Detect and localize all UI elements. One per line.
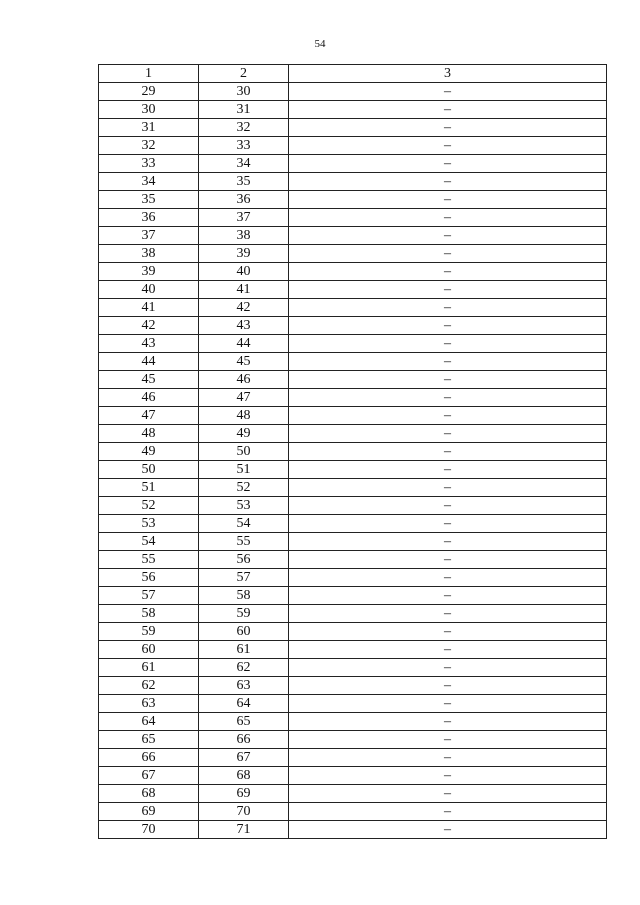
table-cell-col-2: 35 [199,173,289,191]
table-cell-col-2: 42 [199,299,289,317]
table-cell-col-1: 54 [99,533,199,551]
table-row [99,83,607,101]
table-cell-col-2: 63 [199,677,289,695]
table-row [99,101,607,119]
table-cell-col-2: 67 [199,749,289,767]
table-cell-col-3: – [289,641,607,659]
table-cell-col-1: 63 [99,695,199,713]
table-row [99,713,607,731]
table-row [99,389,607,407]
table-cell-col-1: 69 [99,803,199,821]
table-cell-col-1: 35 [99,191,199,209]
table-row [99,641,607,659]
table-cell-col-1: 47 [99,407,199,425]
table-cell-col-2: 45 [199,353,289,371]
table-cell-col-1: 36 [99,209,199,227]
table-cell-col-3: – [289,821,607,839]
table-row [99,623,607,641]
table-cell-col-2: 43 [199,317,289,335]
table-cell-col-2: 30 [199,83,289,101]
table-cell-col-3: – [289,443,607,461]
table-row [99,227,607,245]
table-cell-col-1: 46 [99,389,199,407]
table-cell-col-3: – [289,155,607,173]
table-cell-col-3: – [289,677,607,695]
table-cell-col-2: 54 [199,515,289,533]
table-cell-col-2: 34 [199,155,289,173]
table-cell-col-3: – [289,479,607,497]
table-row [99,353,607,371]
table-row [99,137,607,155]
table-row [99,767,607,785]
table-cell-col-3: – [289,137,607,155]
table-row [99,479,607,497]
column-header-1: 1 [99,65,199,83]
table-row [99,677,607,695]
table-cell-col-1: 52 [99,497,199,515]
table-cell-col-1: 53 [99,515,199,533]
table-cell-col-1: 29 [99,83,199,101]
table-row [99,281,607,299]
table-cell-col-3: – [289,713,607,731]
table-row [99,191,607,209]
table-cell-col-3: – [289,317,607,335]
table-cell-col-2: 50 [199,443,289,461]
column-header-2: 2 [199,65,289,83]
table-cell-col-3: – [289,209,607,227]
table-cell-col-1: 70 [99,821,199,839]
table-cell-col-2: 31 [199,101,289,119]
table-cell-col-2: 61 [199,641,289,659]
table-cell-col-2: 51 [199,461,289,479]
table-cell-col-3: – [289,227,607,245]
table-cell-col-3: – [289,695,607,713]
table-row [99,317,607,335]
table-cell-col-1: 42 [99,317,199,335]
table-cell-col-1: 65 [99,731,199,749]
table-cell-col-3: – [289,515,607,533]
table-cell-col-3: – [289,173,607,191]
table-row [99,731,607,749]
table-cell-col-1: 32 [99,137,199,155]
table-cell-col-3: – [289,605,607,623]
table-cell-col-1: 34 [99,173,199,191]
table-cell-col-3: – [289,659,607,677]
table-cell-col-3: – [289,425,607,443]
table-cell-col-2: 48 [199,407,289,425]
table-cell-col-2: 44 [199,335,289,353]
table-cell-col-3: – [289,623,607,641]
table-cell-col-3: – [289,371,607,389]
table-row [99,173,607,191]
table-cell-col-3: – [289,731,607,749]
table-cell-col-1: 40 [99,281,199,299]
table-cell-col-1: 57 [99,587,199,605]
table-cell-col-2: 38 [199,227,289,245]
table-row [99,785,607,803]
table-cell-col-2: 32 [199,119,289,137]
table-cell-col-2: 33 [199,137,289,155]
table-cell-col-2: 55 [199,533,289,551]
table-cell-col-1: 66 [99,749,199,767]
table-cell-col-1: 60 [99,641,199,659]
table-cell-col-1: 55 [99,551,199,569]
table-cell-col-1: 33 [99,155,199,173]
table-cell-col-3: – [289,83,607,101]
table-cell-col-3: – [289,263,607,281]
table-cell-col-3: – [289,569,607,587]
table-cell-col-1: 64 [99,713,199,731]
table-row [99,587,607,605]
table-cell-col-2: 36 [199,191,289,209]
table-row [99,803,607,821]
table-cell-col-1: 58 [99,605,199,623]
table-cell-col-1: 59 [99,623,199,641]
table-cell-col-1: 43 [99,335,199,353]
table-cell-col-2: 68 [199,767,289,785]
table-cell-col-2: 71 [199,821,289,839]
table-cell-col-2: 65 [199,713,289,731]
table-cell-col-1: 68 [99,785,199,803]
data-table [98,64,607,839]
table-cell-col-2: 64 [199,695,289,713]
table-cell-col-1: 67 [99,767,199,785]
table-cell-col-3: – [289,497,607,515]
table-header-row [99,65,607,83]
table-row [99,659,607,677]
table-cell-col-3: – [289,245,607,263]
table-cell-col-3: – [289,767,607,785]
table-cell-col-2: 52 [199,479,289,497]
page-number: 54 [314,38,326,50]
table-cell-col-2: 53 [199,497,289,515]
table-row [99,749,607,767]
table-cell-col-1: 45 [99,371,199,389]
table-cell-col-3: – [289,803,607,821]
table-cell-col-3: – [289,407,607,425]
table-cell-col-3: – [289,353,607,371]
table-row [99,497,607,515]
table-row [99,605,607,623]
table-cell-col-1: 61 [99,659,199,677]
table-cell-col-3: – [289,461,607,479]
table-cell-col-1: 38 [99,245,199,263]
table-cell-col-3: – [289,335,607,353]
table-cell-col-2: 37 [199,209,289,227]
table-cell-col-1: 50 [99,461,199,479]
table-cell-col-3: – [289,587,607,605]
table-cell-col-2: 70 [199,803,289,821]
table-row [99,443,607,461]
table-cell-col-2: 56 [199,551,289,569]
table-cell-col-1: 44 [99,353,199,371]
table-cell-col-2: 59 [199,605,289,623]
table-cell-col-2: 41 [199,281,289,299]
table-row [99,461,607,479]
table-cell-col-1: 41 [99,299,199,317]
table-cell-col-1: 62 [99,677,199,695]
table-row [99,515,607,533]
table-cell-col-3: – [289,299,607,317]
table-cell-col-3: – [289,191,607,209]
table-row [99,407,607,425]
table-row [99,569,607,587]
table-cell-col-1: 37 [99,227,199,245]
table-body [99,65,607,839]
table-row [99,551,607,569]
table-cell-col-1: 56 [99,569,199,587]
table-row [99,371,607,389]
table-cell-col-1: 31 [99,119,199,137]
table-cell-col-1: 39 [99,263,199,281]
table-cell-col-2: 57 [199,569,289,587]
table-cell-col-2: 66 [199,731,289,749]
table-cell-col-3: – [289,533,607,551]
table-cell-col-1: 49 [99,443,199,461]
table-row [99,425,607,443]
table-cell-col-1: 48 [99,425,199,443]
table-cell-col-1: 51 [99,479,199,497]
table-row [99,533,607,551]
table-row [99,119,607,137]
table-row [99,263,607,281]
table-cell-col-2: 40 [199,263,289,281]
column-header-3: 3 [289,65,607,83]
table-cell-col-3: – [289,749,607,767]
table-cell-col-3: – [289,101,607,119]
table-cell-col-2: 46 [199,371,289,389]
table-cell-col-2: 69 [199,785,289,803]
table-cell-col-3: – [289,281,607,299]
table-row [99,335,607,353]
table-cell-col-3: – [289,551,607,569]
table-row [99,209,607,227]
table-row [99,245,607,263]
table-cell-col-2: 62 [199,659,289,677]
table-cell-col-3: – [289,389,607,407]
table-cell-col-1: 30 [99,101,199,119]
table-cell-col-2: 60 [199,623,289,641]
table-row [99,821,607,839]
table-cell-col-2: 47 [199,389,289,407]
table-row [99,155,607,173]
table-cell-col-3: – [289,785,607,803]
table-cell-col-2: 39 [199,245,289,263]
table-cell-col-2: 58 [199,587,289,605]
table-row [99,299,607,317]
table-row [99,695,607,713]
table-cell-col-2: 49 [199,425,289,443]
table-cell-col-3: – [289,119,607,137]
